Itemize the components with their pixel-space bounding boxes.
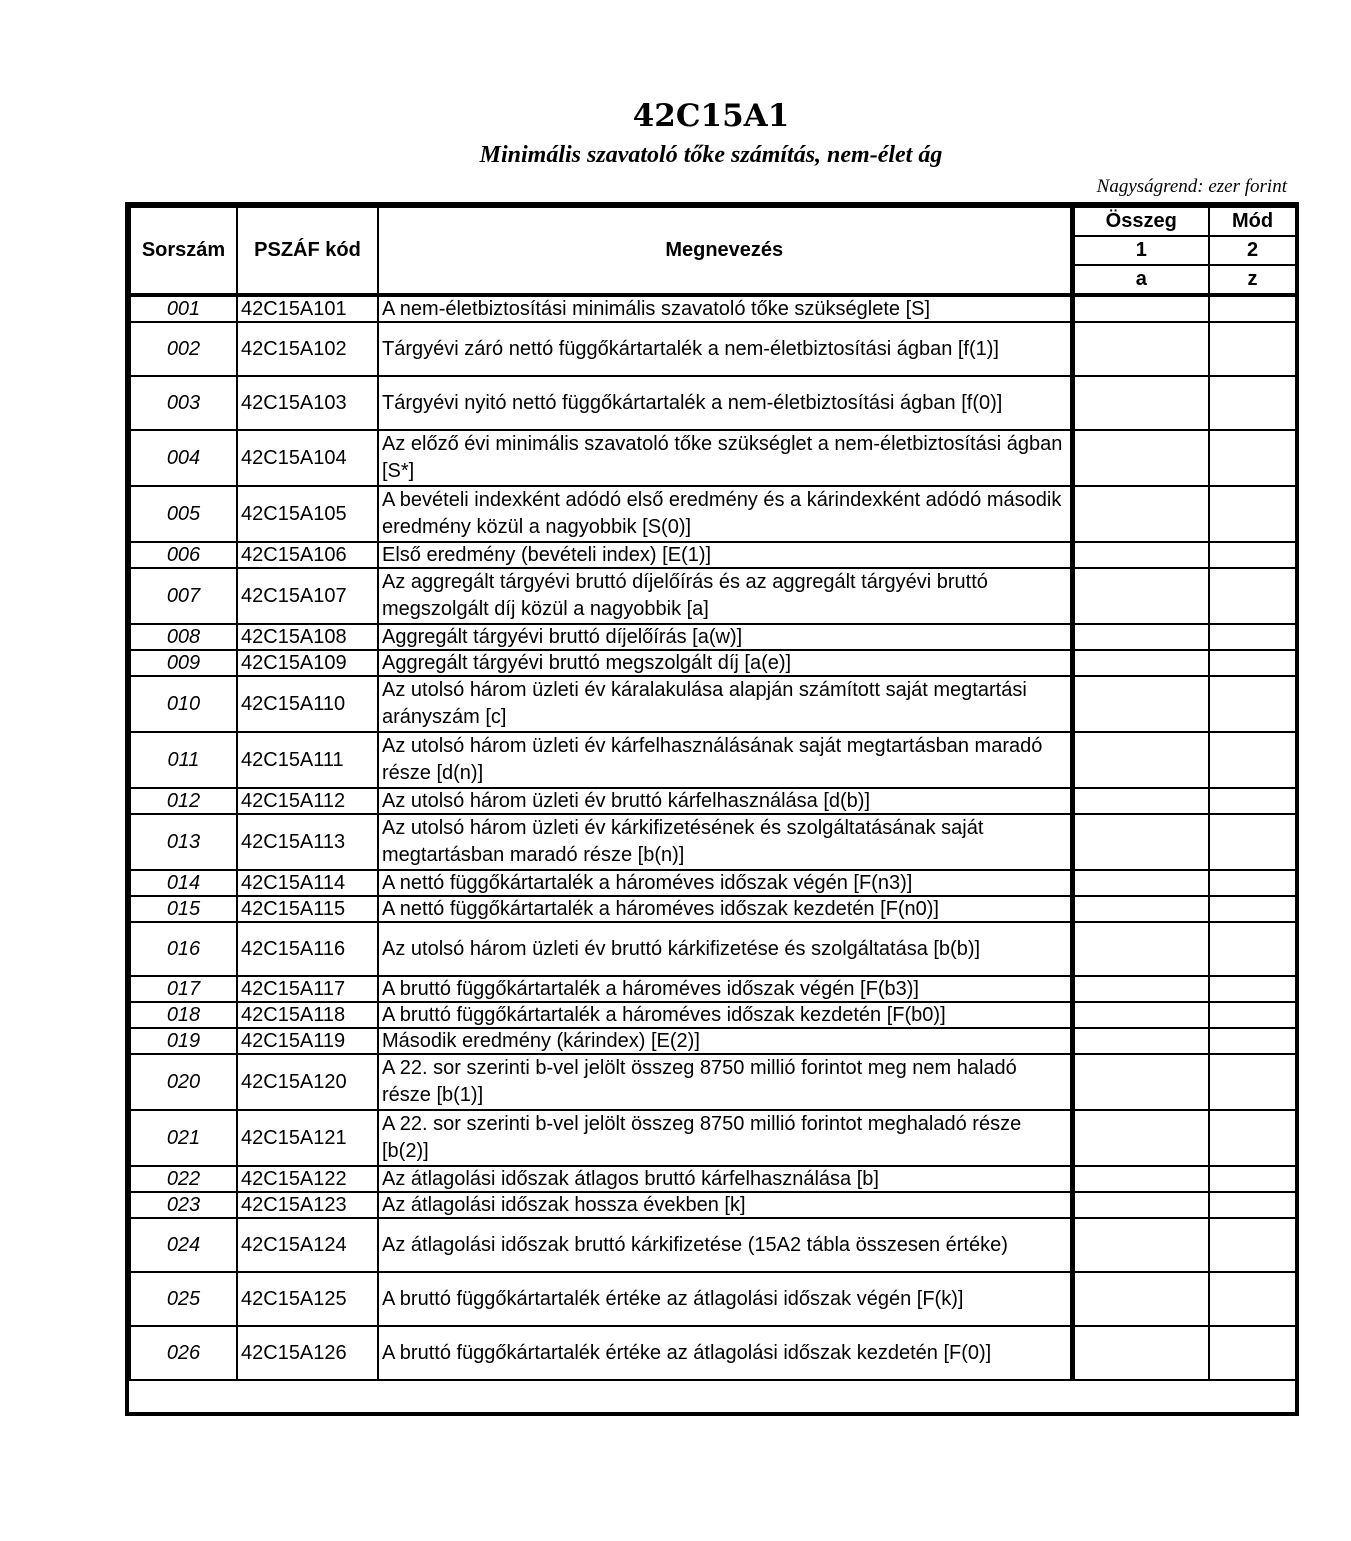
mode-cell[interactable] (1209, 1054, 1296, 1110)
row-pszaf-code: 42C15A121 (237, 1110, 378, 1166)
mode-cell[interactable] (1209, 1326, 1296, 1380)
row-number: 006 (130, 542, 237, 568)
table-row (130, 1028, 1296, 1054)
row-pszaf-code: 42C15A106 (237, 542, 378, 568)
mode-cell[interactable] (1209, 1166, 1296, 1192)
row-number: 020 (130, 1054, 237, 1110)
row-pszaf-code: 42C15A120 (237, 1054, 378, 1110)
col-header-pszaf-kod: PSZÁF kód (237, 207, 378, 295)
amount-cell[interactable] (1072, 376, 1209, 430)
mode-cell[interactable] (1209, 976, 1296, 1002)
table-row (130, 486, 1296, 542)
amount-cell[interactable] (1072, 650, 1209, 676)
table-row (130, 1002, 1296, 1028)
row-description: Az utolsó három üzleti év káralakulása alapján számított saját megtartási arányszám [c] (378, 676, 1072, 732)
amount-cell[interactable] (1072, 295, 1209, 322)
table-row (130, 1218, 1296, 1272)
row-pszaf-code: 42C15A110 (237, 676, 378, 732)
mode-cell[interactable] (1209, 676, 1296, 732)
amount-cell[interactable] (1072, 624, 1209, 650)
row-pszaf-code: 42C15A118 (237, 1002, 378, 1028)
row-description: Az átlagolási időszak bruttó kárkifizetése (15A2 tábla összesen értéke) (378, 1218, 1072, 1272)
table-row (130, 568, 1296, 624)
table-row (130, 976, 1296, 1002)
amount-cell[interactable] (1072, 542, 1209, 568)
table-row (130, 896, 1296, 922)
mode-cell[interactable] (1209, 1110, 1296, 1166)
amount-cell[interactable] (1072, 976, 1209, 1002)
row-number: 013 (130, 814, 237, 870)
row-pszaf-code: 42C15A124 (237, 1218, 378, 1272)
row-pszaf-code: 42C15A126 (237, 1326, 378, 1380)
mode-cell[interactable] (1209, 814, 1296, 870)
row-number: 004 (130, 430, 237, 486)
amount-cell[interactable] (1072, 788, 1209, 814)
row-number: 009 (130, 650, 237, 676)
row-number: 007 (130, 568, 237, 624)
row-number: 024 (130, 1218, 237, 1272)
amount-cell[interactable] (1072, 1192, 1209, 1218)
row-number: 001 (130, 295, 237, 322)
row-number: 010 (130, 676, 237, 732)
amount-cell[interactable] (1072, 1054, 1209, 1110)
row-description: Az átlagolási időszak átlagos bruttó kárfelhasználása [b] (378, 1166, 1072, 1192)
row-number: 015 (130, 896, 237, 922)
table-row (130, 1192, 1296, 1218)
row-pszaf-code: 42C15A109 (237, 650, 378, 676)
mode-cell[interactable] (1209, 1272, 1296, 1326)
mode-cell[interactable] (1209, 870, 1296, 896)
row-description: Az előző évi minimális szavatoló tőke szükséglet a nem-életbiztosítási ágban [S*] (378, 430, 1072, 486)
table-row (130, 1110, 1296, 1166)
row-description: Második eredmény (kárindex) [E(2)] (378, 1028, 1072, 1054)
row-description: A bruttó függőkártartalék értéke az átlagolási időszak kezdetén [F(0)] (378, 1326, 1072, 1380)
row-description: Az utolsó három üzleti év bruttó kárfelhasználása [d(b)] (378, 788, 1072, 814)
amount-cell[interactable] (1072, 732, 1209, 788)
row-description: Tárgyévi záró nettó függőkártartalék a nem-életbiztosítási ágban [f(1)] (378, 322, 1072, 376)
row-description: A bruttó függőkártartalék értéke az átlagolási időszak végén [F(k)] (378, 1272, 1072, 1326)
amount-cell[interactable] (1072, 1272, 1209, 1326)
row-description: Az átlagolási időszak hossza években [k] (378, 1192, 1072, 1218)
amount-cell[interactable] (1072, 1166, 1209, 1192)
table-row (130, 430, 1296, 486)
row-description: Az aggregált tárgyévi bruttó díjelőírás és az aggregált tárgyévi bruttó megszolgált díj közül a nagyobbik [a] (378, 568, 1072, 624)
row-number: 012 (130, 788, 237, 814)
row-number: 014 (130, 870, 237, 896)
mode-cell[interactable] (1209, 486, 1296, 542)
table-row (130, 650, 1296, 676)
row-description: Első eredmény (bevételi index) [E(1)] (378, 542, 1072, 568)
table-row (130, 814, 1296, 870)
row-description: A nem-életbiztosítási minimális szavatoló tőke szükséglete [S] (378, 295, 1072, 322)
table-row (130, 788, 1296, 814)
row-number: 019 (130, 1028, 237, 1054)
row-pszaf-code: 42C15A108 (237, 624, 378, 650)
table-row (130, 1166, 1296, 1192)
row-number: 021 (130, 1110, 237, 1166)
row-number: 011 (130, 732, 237, 788)
table-row (130, 732, 1296, 788)
row-number: 017 (130, 976, 237, 1002)
mode-cell[interactable] (1209, 624, 1296, 650)
amount-cell[interactable] (1072, 814, 1209, 870)
table-row (130, 922, 1296, 976)
row-number: 025 (130, 1272, 237, 1326)
mode-cell[interactable] (1209, 650, 1296, 676)
row-description: Aggregált tárgyévi bruttó díjelőírás [a(w)] (378, 624, 1072, 650)
row-pszaf-code: 42C15A103 (237, 376, 378, 430)
table-row (130, 624, 1296, 650)
row-number: 022 (130, 1166, 237, 1192)
row-number: 016 (130, 922, 237, 976)
row-pszaf-code: 42C15A122 (237, 1166, 378, 1192)
row-description: Aggregált tárgyévi bruttó megszolgált díj [a(e)] (378, 650, 1072, 676)
row-pszaf-code: 42C15A117 (237, 976, 378, 1002)
mode-cell[interactable] (1209, 788, 1296, 814)
row-description: Az utolsó három üzleti év kárfelhasználásának saját megtartásban maradó része [d(n)] (378, 732, 1072, 788)
amount-cell[interactable] (1072, 1326, 1209, 1380)
form-table-frame (125, 202, 1299, 1416)
row-pszaf-code: 42C15A115 (237, 896, 378, 922)
row-pszaf-code: 42C15A101 (237, 295, 378, 322)
mode-cell[interactable] (1209, 568, 1296, 624)
amount-cell[interactable] (1072, 870, 1209, 896)
row-number: 003 (130, 376, 237, 430)
row-description: Az utolsó három üzleti év kárkifizetésének és szolgáltatásának saját megtartásban maradó része [b(n)] (378, 814, 1072, 870)
row-number: 026 (130, 1326, 237, 1380)
row-number: 005 (130, 486, 237, 542)
form-subtitle: Minimális szavatoló tőke számítás, nem-élet ág (479, 142, 943, 168)
row-description: A nettó függőkártartalék a hároméves időszak kezdetén [F(n0)] (378, 896, 1072, 922)
row-description: A bruttó függőkártartalék a hároméves időszak kezdetén [F(b0)] (378, 1002, 1072, 1028)
mode-cell[interactable] (1209, 732, 1296, 788)
col-header-mod: Mód (1209, 207, 1296, 236)
mode-cell[interactable] (1209, 1028, 1296, 1054)
row-description: Tárgyévi nyitó nettó függőkártartalék a nem-életbiztosítási ágban [f(0)] (378, 376, 1072, 430)
table-row (130, 295, 1296, 322)
row-description: A bevételi indexként adódó első eredmény és a kárindexként adódó második eredmény közül a nagyobbik [S(0)] (378, 486, 1072, 542)
col-header-osszeg: Összeg (1072, 207, 1209, 236)
row-description: A 22. sor szerinti b-vel jelölt összeg 8750 millió forintot meghaladó része [b(2)] (378, 1110, 1072, 1166)
col-letter-mod: z (1209, 265, 1296, 295)
row-number: 008 (130, 624, 237, 650)
amount-cell[interactable] (1072, 1218, 1209, 1272)
row-pszaf-code: 42C15A114 (237, 870, 378, 896)
col-header-megnevezes: Megnevezés (378, 207, 1072, 295)
mode-cell[interactable] (1209, 542, 1296, 568)
mode-cell[interactable] (1209, 1002, 1296, 1028)
row-pszaf-code: 42C15A111 (237, 732, 378, 788)
row-description: A bruttó függőkártartalék a hároméves időszak végén [F(b3)] (378, 976, 1072, 1002)
col-number-osszeg: 1 (1072, 236, 1209, 265)
row-number: 002 (130, 322, 237, 376)
mode-cell[interactable] (1209, 322, 1296, 376)
mode-cell[interactable] (1209, 922, 1296, 976)
table-row (130, 322, 1296, 376)
col-letter-osszeg: a (1072, 265, 1209, 295)
amount-cell[interactable] (1072, 322, 1209, 376)
row-description: Az utolsó három üzleti év bruttó kárkifizetése és szolgáltatása [b(b)] (378, 922, 1072, 976)
table-row (130, 1326, 1296, 1380)
row-pszaf-code: 42C15A104 (237, 430, 378, 486)
table-row (130, 1272, 1296, 1326)
mode-cell[interactable] (1209, 1192, 1296, 1218)
row-pszaf-code: 42C15A116 (237, 922, 378, 976)
amount-cell[interactable] (1072, 922, 1209, 976)
amount-cell[interactable] (1072, 486, 1209, 542)
mode-cell[interactable] (1209, 295, 1296, 322)
form-code-title: 42C15A1 (632, 98, 790, 134)
amount-cell[interactable] (1072, 568, 1209, 624)
row-description: A 22. sor szerinti b-vel jelölt összeg 8750 millió forintot meg nem haladó része [b(1)] (378, 1054, 1072, 1110)
table-row (130, 542, 1296, 568)
table-row (130, 870, 1296, 896)
table-row (130, 376, 1296, 430)
col-number-mod: 2 (1209, 236, 1296, 265)
col-header-sorszam: Sorszám (130, 207, 237, 295)
amount-cell[interactable] (1072, 430, 1209, 486)
row-pszaf-code: 42C15A125 (237, 1272, 378, 1326)
table-row (130, 1054, 1296, 1110)
row-pszaf-code: 42C15A119 (237, 1028, 378, 1054)
row-description: A nettó függőkártartalék a hároméves időszak végén [F(n3)] (378, 870, 1072, 896)
unit-note: Nagyságrend: ezer forint (1096, 176, 1287, 197)
amount-cell[interactable] (1072, 896, 1209, 922)
row-number: 023 (130, 1192, 237, 1218)
amount-cell[interactable] (1072, 1028, 1209, 1054)
row-pszaf-code: 42C15A123 (237, 1192, 378, 1218)
amount-cell[interactable] (1072, 676, 1209, 732)
row-pszaf-code: 42C15A113 (237, 814, 378, 870)
row-pszaf-code: 42C15A102 (237, 322, 378, 376)
mode-cell[interactable] (1209, 896, 1296, 922)
amount-cell[interactable] (1072, 1110, 1209, 1166)
row-pszaf-code: 42C15A107 (237, 568, 378, 624)
mode-cell[interactable] (1209, 376, 1296, 430)
row-pszaf-code: 42C15A112 (237, 788, 378, 814)
mode-cell[interactable] (1209, 430, 1296, 486)
row-number: 018 (130, 1002, 237, 1028)
table-row (130, 676, 1296, 732)
mode-cell[interactable] (1209, 1218, 1296, 1272)
form-table (129, 206, 1297, 1381)
row-pszaf-code: 42C15A105 (237, 486, 378, 542)
amount-cell[interactable] (1072, 1002, 1209, 1028)
